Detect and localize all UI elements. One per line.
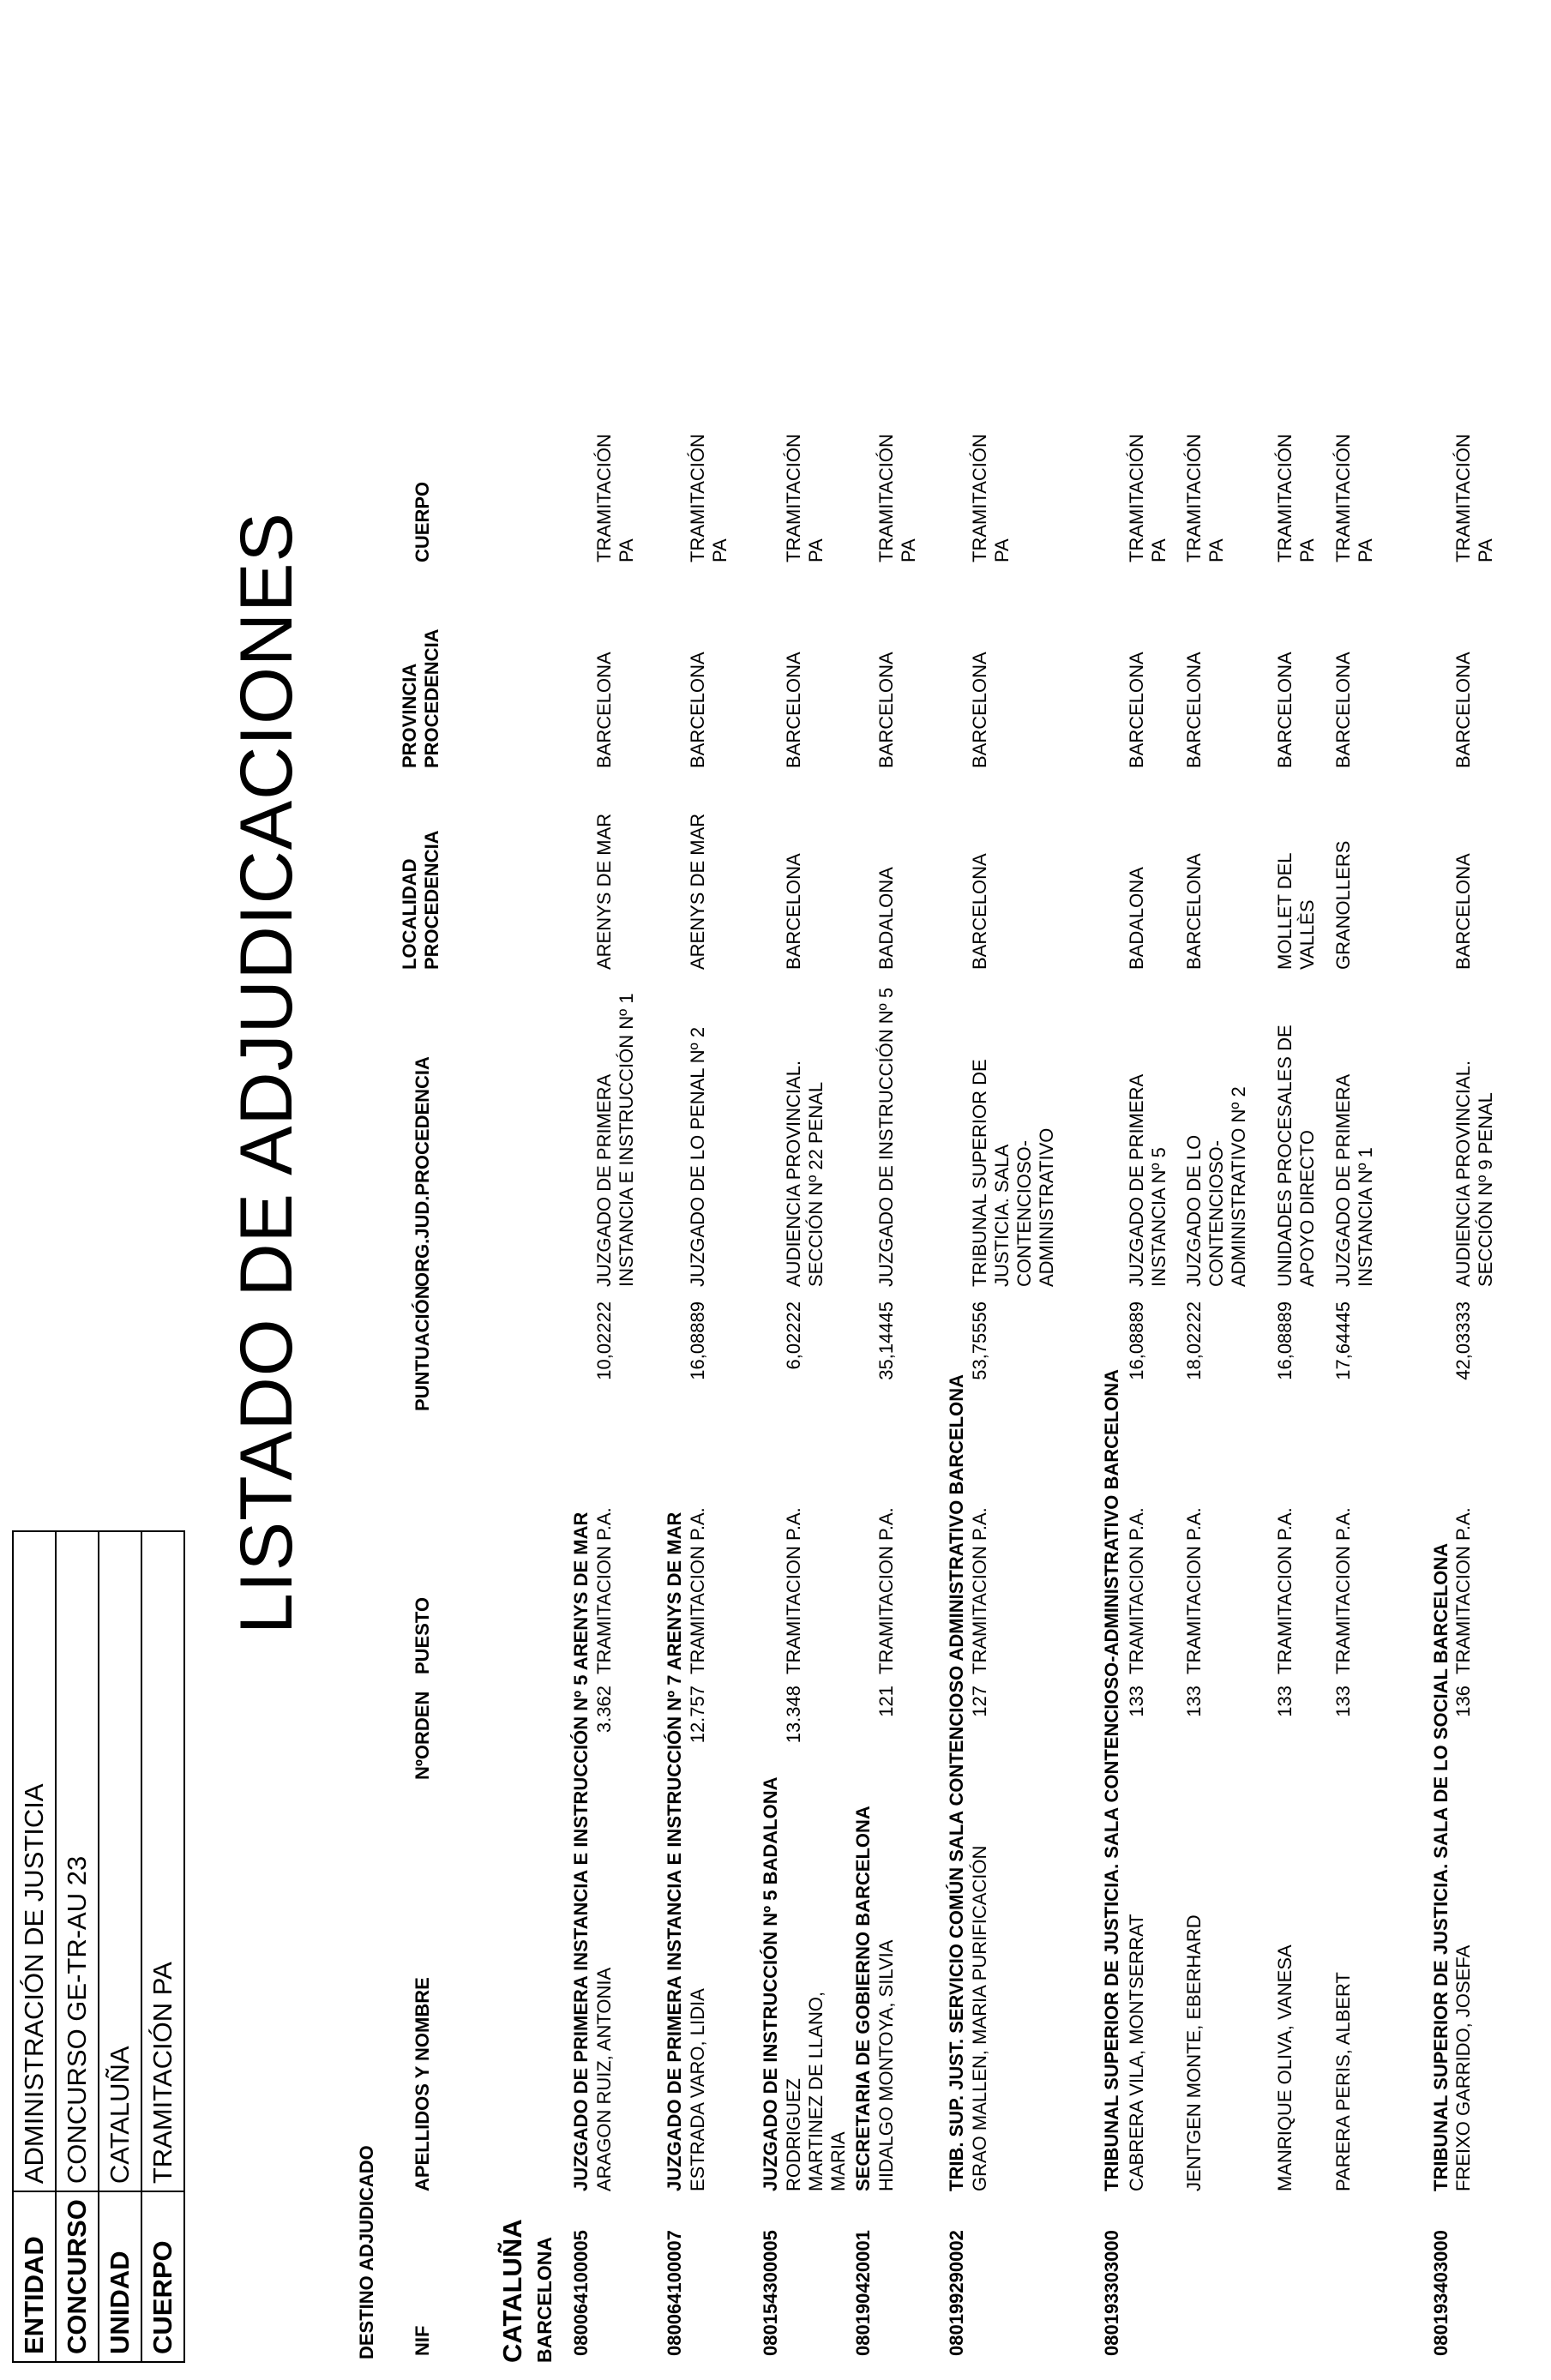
row-puntuacion: 16,08889 [1126, 1301, 1147, 1380]
row-org: JUZGADO DE PRIMERA INSTANCIA Nº 1 [1332, 1075, 1376, 1287]
row-puesto: TRAMITACION P.A. [1452, 1507, 1474, 1674]
col-header-provincia [399, 628, 443, 768]
row-puntuacion: 16,08889 [1274, 1301, 1296, 1380]
row-provincia: BARCELONA [1274, 652, 1296, 768]
row-org: JUZGADO DE PRIMERA INSTANCIA E INSTRUCCIÓN Nº 1 [593, 993, 637, 1287]
row-org: JUZGADO DE LO CONTENCIOSO-ADMINISTRATIVO Nº 2 [1183, 1086, 1249, 1287]
row-puesto: TRAMITACION P.A. [969, 1507, 990, 1674]
row-localidad: GRANOLLERS [1332, 840, 1354, 970]
row-puntuacion: 16,08889 [687, 1301, 708, 1380]
row-puntuacion: 42,03333 [1452, 1301, 1474, 1380]
col-header-provincia-line1: PROVINCIA [399, 663, 420, 768]
row-localidad: MOLLET DEL VALLÈS [1274, 853, 1318, 970]
group-destino: TRIB. SUP. JUST. SERVICIO COMÚN SALA CONTENCIOSO ADMINISTRATIVO BARCELONA [946, 1374, 967, 2191]
row-cuerpo: TRAMITACIÓN PA [1274, 434, 1318, 562]
group-nif: 080199290002 [946, 2230, 967, 2356]
row-cuerpo: TRAMITACIÓN PA [1183, 434, 1227, 562]
row-puntuacion: 17,64445 [1332, 1301, 1354, 1380]
province-title: BARCELONA [533, 2237, 556, 2363]
col-header-puntuacion: PUNTUACIÓN [412, 1285, 433, 1411]
row-localidad: BADALONA [875, 867, 897, 970]
header-label: ENTIDAD [13, 2191, 56, 2362]
row-nombre: PARERA PERIS, ALBERT [1332, 1972, 1354, 2191]
col-header-cuerpo: CUERPO [412, 481, 433, 562]
row-nombre: RODRIGUEZ MARTINEZ DE LLANO, MARIA [783, 1991, 849, 2191]
group-destino: JUZGADO DE PRIMERA INSTANCIA E INSTRUCCIÓN Nº 7 ARENYS DE MAR [664, 1512, 685, 2191]
row-cuerpo: TRAMITACIÓN PA [1332, 434, 1376, 562]
row-localidad: ARENYS DE MAR [593, 813, 615, 970]
header-value: TRAMITACIÓN PA [141, 1531, 184, 2191]
row-cuerpo: TRAMITACIÓN PA [875, 434, 919, 562]
col-header-orden: NºORDEN [412, 1691, 433, 1780]
row-orden: 127 [969, 1686, 990, 1717]
header-row [141, 1531, 184, 2362]
row-cuerpo: TRAMITACIÓN PA [593, 434, 637, 562]
col-header-nif: NIF [412, 2325, 433, 2356]
row-orden: 13.348 [783, 1686, 804, 1744]
row-puesto: TRAMITACION P.A. [687, 1507, 708, 1674]
row-org: JUZGADO DE PRIMERA INSTANCIA Nº 5 [1126, 1075, 1169, 1287]
header-row [56, 1531, 99, 2362]
row-nombre: MANRIQUE OLIVA, VANESA [1274, 1944, 1296, 2191]
row-puesto: TRAMITACION P.A. [1274, 1507, 1296, 1674]
row-org: JUZGADO DE INSTRUCCIÓN Nº 5 [875, 987, 897, 1287]
row-nombre: FREIXO GARRIDO, JOSEFA [1452, 1944, 1474, 2191]
group-destino: TRIBUNAL SUPERIOR DE JUSTICIA. SALA DE LO SOCIAL BARCELONA [1430, 1542, 1452, 2191]
row-cuerpo: TRAMITACIÓN PA [969, 434, 1013, 562]
row-puntuacion: 53,75556 [969, 1301, 990, 1380]
row-puesto: TRAMITACION P.A. [875, 1507, 897, 1674]
row-orden: 3.362 [593, 1686, 615, 1734]
row-orden: 133 [1332, 1686, 1354, 1717]
col-header-localidad-line1: LOCALIDAD [399, 858, 420, 970]
col-header-puesto: PUESTO [412, 1596, 433, 1674]
row-puntuacion: 10,02222 [593, 1301, 615, 1380]
header-label: CONCURSO [56, 2191, 99, 2362]
row-puesto: TRAMITACION P.A. [1126, 1507, 1147, 1674]
row-provincia: BARCELONA [875, 652, 897, 768]
header-row [13, 1531, 56, 2362]
row-cuerpo: TRAMITACIÓN PA [1452, 434, 1496, 562]
row-localidad: BADALONA [1126, 867, 1147, 970]
row-provincia: BARCELONA [1452, 652, 1474, 768]
row-nombre: JENTGEN MONTE, EBERHARD [1183, 1914, 1205, 2191]
group-nif: 080064100005 [570, 2230, 592, 2356]
row-orden: 136 [1452, 1686, 1474, 1717]
group-nif: 080193303000 [1101, 2230, 1122, 2356]
row-orden: 133 [1126, 1686, 1147, 1717]
row-puntuacion: 18,02222 [1183, 1301, 1205, 1380]
header-label: CUERPO [141, 2191, 184, 2362]
group-nif: 080190420001 [852, 2230, 874, 2356]
row-provincia: BARCELONA [687, 652, 708, 768]
row-orden: 133 [1183, 1686, 1205, 1717]
row-orden: 121 [875, 1686, 897, 1717]
row-localidad: BARCELONA [783, 853, 804, 970]
row-cuerpo: TRAMITACIÓN PA [1126, 434, 1169, 562]
header-label: UNIDAD [99, 2191, 141, 2362]
row-orden: 133 [1274, 1686, 1296, 1717]
row-localidad: BARCELONA [969, 853, 990, 970]
group-destino: SECRETARIA DE GOBIERNO BARCELONA [852, 1806, 874, 2191]
row-nombre: ESTRADA VARO, LIDIA [687, 1988, 708, 2191]
row-org: AUDIENCIA PROVINCIAL. SECCIÓN Nº 9 PENAL [1452, 1060, 1496, 1287]
row-nombre: HIDALGO MONTOYA, SILVIA [875, 1939, 897, 2191]
row-org: JUZGADO DE LO PENAL Nº 2 [687, 1026, 708, 1287]
row-provincia: BARCELONA [1126, 652, 1147, 768]
row-localidad: BARCELONA [1183, 853, 1205, 970]
row-nombre: GRAO MALLEN, MARIA PURIFICACIÓN [969, 1845, 990, 2191]
row-provincia: BARCELONA [1332, 652, 1354, 768]
row-provincia: BARCELONA [969, 652, 990, 768]
row-org: AUDIENCIA PROVINCIAL. SECCIÓN Nº 22 PENAL [783, 1060, 827, 1287]
group-destino: TRIBUNAL SUPERIOR DE JUSTICIA. SALA CONTENCIOSO-ADMINISTRATIVO BARCELONA [1101, 1368, 1122, 2191]
col-header-nombre: APELLIDOS Y NOMBRE [412, 1977, 433, 2191]
group-nif: 080193403000 [1430, 2230, 1452, 2356]
row-nombre: ARAGON RUIZ, ANTONIA [593, 1967, 615, 2191]
row-cuerpo: TRAMITACIÓN PA [687, 434, 730, 562]
row-orden: 12.757 [687, 1686, 708, 1744]
row-provincia: BARCELONA [1183, 652, 1205, 768]
region-title: CATALUÑA [497, 2219, 527, 2363]
row-puntuacion: 35,14445 [875, 1301, 897, 1380]
col-header-localidad [399, 830, 443, 970]
destino-label: DESTINO ADJUDICADO [356, 2145, 377, 2359]
header-value: CONCURSO GE-TR-AU 23 [56, 1531, 99, 2191]
page-title: LISTADO DE ADJUDICACIONES [225, 512, 308, 1634]
row-cuerpo: TRAMITACIÓN PA [783, 434, 827, 562]
group-destino: JUZGADO DE PRIMERA INSTANCIA E INSTRUCCIÓN Nº 5 ARENYS DE MAR [570, 1512, 592, 2191]
group-nif: 080064100007 [664, 2230, 685, 2356]
row-puesto: TRAMITACION P.A. [783, 1507, 804, 1674]
group-destino: JUZGADO DE INSTRUCCIÓN Nº 5 BADALONA [760, 1776, 781, 2191]
header-value: CATALUÑA [99, 1531, 141, 2191]
col-header-localidad-line2: PROCEDENCIA [421, 830, 442, 970]
row-provincia: BARCELONA [783, 652, 804, 768]
row-org: UNIDADES PROCESALES DE APOYO DIRECTO [1274, 1025, 1318, 1287]
header-row [99, 1531, 141, 2362]
header-value: ADMINISTRACIÓN DE JUSTICIA [13, 1531, 56, 2191]
group-nif: 080154300005 [760, 2230, 781, 2356]
row-puesto: TRAMITACION P.A. [1332, 1507, 1354, 1674]
header-info-table [12, 1530, 185, 2363]
row-puesto: TRAMITACION P.A. [593, 1507, 615, 1674]
col-header-provincia-line2: PROCEDENCIA [421, 628, 442, 768]
row-localidad: ARENYS DE MAR [687, 813, 708, 970]
col-header-org: ORG.JUD.PROCEDENCIA [412, 1056, 433, 1287]
row-org: TRIBUNAL SUPERIOR DE JUSTICIA. SALA CONTENCIOSO-ADMINISTRATIVO [969, 1059, 1057, 1287]
row-puntuacion: 6,02222 [783, 1301, 804, 1370]
row-provincia: BARCELONA [593, 652, 615, 768]
row-puesto: TRAMITACION P.A. [1183, 1507, 1205, 1674]
row-nombre: CABRERA VILA, MONTSERRAT [1126, 1914, 1147, 2191]
row-localidad: BARCELONA [1452, 853, 1474, 970]
